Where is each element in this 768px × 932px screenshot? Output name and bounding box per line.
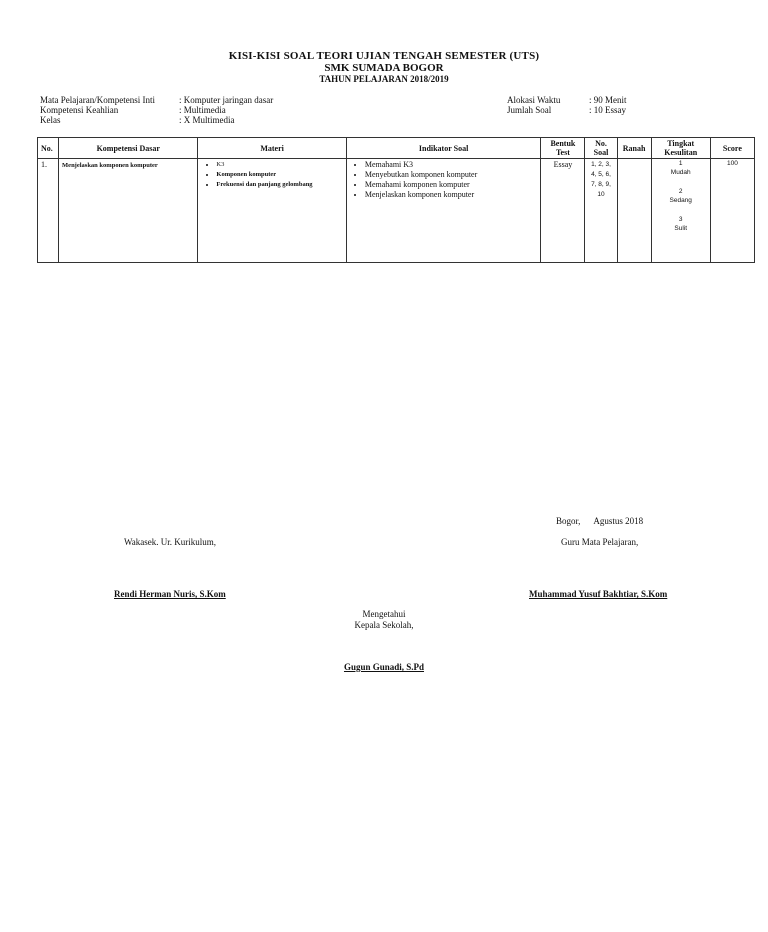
col-header: Materi <box>198 138 346 159</box>
cell-indikator <box>346 159 541 263</box>
list-item: • Menyebutkan komponen komputer <box>365 170 538 180</box>
cell-no-soal: 1, 2, 3, 4, 5, 6, 7, 8, 9, 10 <box>585 159 617 263</box>
list-item: • Komponen komputer <box>216 170 342 180</box>
kisi-kisi-table <box>37 137 755 263</box>
info-label: Jumlah Soal <box>507 105 552 115</box>
cell-bentuk: Essay <box>541 159 585 263</box>
list-item: • Memahami komponen komputer <box>365 180 538 190</box>
col-header: Ranah <box>617 138 651 159</box>
kompetensi-text: Menjelaskan komponen komputer <box>62 162 158 169</box>
info-value: : Komputer jaringan dasar <box>179 95 274 105</box>
info-label: Kelas <box>40 115 61 125</box>
info-left-values <box>179 95 273 125</box>
col-header: Indikator Soal <box>346 138 541 159</box>
school-name: SMK SUMADA BOGOR <box>324 62 444 74</box>
head-name-text: Gugun Gunadi, S.Pd <box>343 662 425 672</box>
approve-label: Mengetahui <box>362 609 406 619</box>
col-header: Score <box>710 138 754 159</box>
cell-no: 1. <box>38 159 59 263</box>
col-header: Kompetensi Dasar <box>59 138 198 159</box>
table-header-row <box>38 138 755 159</box>
list-item: • Frekuensi dan panjang gelombang <box>216 180 342 190</box>
col-header: Tingkat Kesulitan <box>651 138 710 159</box>
tingkat-number: 1 <box>678 160 683 167</box>
cell-score: 100 <box>710 159 754 263</box>
tingkat-level: Sedang <box>669 197 692 204</box>
col-header: No. <box>38 138 59 159</box>
info-right-labels <box>507 95 560 115</box>
list-item: • Memahami K3 <box>365 160 538 170</box>
cell-materi <box>198 159 346 263</box>
info-right-values <box>589 95 627 115</box>
list-item: • Menjelaskan komponen komputer <box>365 190 538 200</box>
head-signatory-name <box>0 662 768 672</box>
right-role: Guru Mata Pelajaran, <box>561 537 639 547</box>
col-header: Bentuk Test <box>541 138 585 159</box>
info-label: Alokasi Waktu <box>507 95 561 105</box>
info-value: : Multimedia <box>179 105 226 115</box>
cell-kompetensi <box>59 159 198 263</box>
tingkat-level: Mudah <box>670 169 691 176</box>
tingkat-number: 3 <box>678 216 683 223</box>
right-signatory-name: Muhammad Yusuf Bakhtiar, S.Kom <box>529 589 668 599</box>
info-label: Kompetensi Keahlian <box>40 105 119 115</box>
table-row <box>38 159 755 263</box>
approve-role: Kepala Sekolah, <box>354 620 414 630</box>
tingkat-number: 2 <box>678 188 683 195</box>
cell-ranah <box>617 159 651 263</box>
cell-tingkat <box>651 159 710 263</box>
col-header: No. Soal <box>585 138 617 159</box>
info-label: Mata Pelajaran/Kompetensi Inti <box>40 95 155 105</box>
info-value: : 90 Menit <box>589 95 627 105</box>
tingkat-level: Sulit <box>674 225 688 232</box>
list-item: • K3 <box>216 160 342 170</box>
info-value: : 10 Essay <box>589 105 626 115</box>
academic-year: TAHUN PELAJARAN 2018/2019 <box>319 74 449 84</box>
info-left-labels <box>40 95 155 125</box>
materi-list <box>201 160 342 190</box>
indikator-list <box>350 160 538 200</box>
info-value: : X Multimedia <box>179 115 235 125</box>
left-signatory-name: Rendi Herman Nuris, S.Kom <box>114 589 226 599</box>
document-title: KISI-KISI SOAL TEORI UJIAN TENGAH SEMESTER (UTS) <box>228 50 540 62</box>
left-role: Wakasek. Ur. Kurikulum, <box>124 537 217 547</box>
place-date: Bogor, Agustus 2018 <box>556 516 644 526</box>
